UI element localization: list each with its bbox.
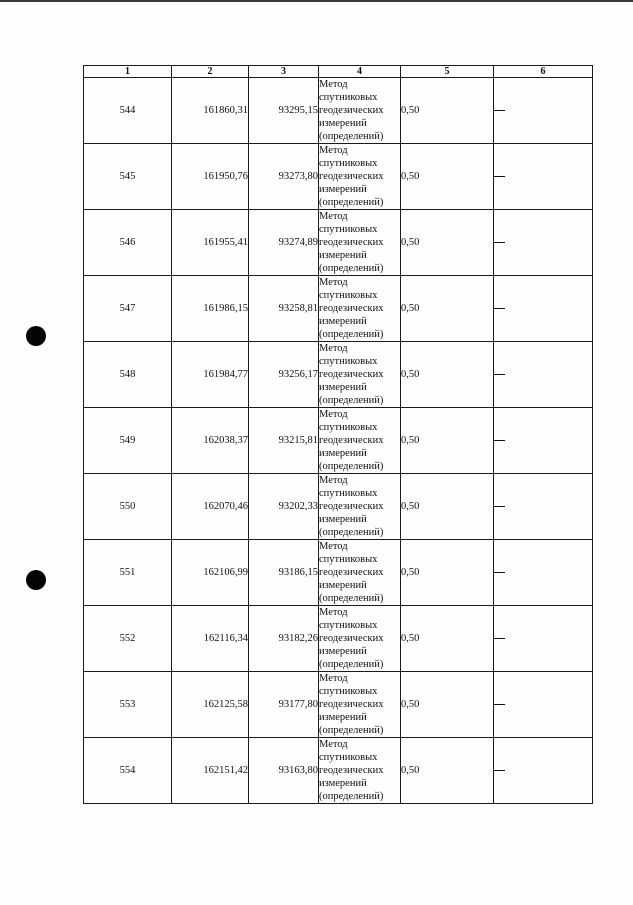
accuracy-cell: 0,50: [401, 738, 494, 804]
accuracy-cell: 0,50: [401, 276, 494, 342]
note-cell: [494, 144, 593, 210]
note-cell: [494, 408, 593, 474]
y-coordinate-cell: 93256,17: [249, 342, 319, 408]
method-line: измерений: [319, 382, 367, 393]
table-row: [84, 474, 593, 540]
method-line: геодезических: [319, 105, 384, 116]
method-line: (определений): [319, 329, 384, 340]
method-line: Метод: [319, 343, 348, 354]
method-line: геодезических: [319, 237, 384, 248]
y-coordinate-cell: 93182,26: [249, 606, 319, 672]
header-cell-4: 4: [319, 66, 401, 78]
method-line: геодезических: [319, 369, 384, 380]
method-line: геодезических: [319, 567, 384, 578]
method-line: геодезических: [319, 633, 384, 644]
method-line: (определений): [319, 659, 384, 670]
method-line: Метод: [319, 409, 348, 420]
x-coordinate-cell: 162038,37: [172, 408, 249, 474]
dash-mark: [494, 176, 505, 177]
y-coordinate-cell: 93295,15: [249, 78, 319, 144]
method-line: Метод: [319, 277, 348, 288]
method-cell: [319, 342, 401, 408]
table-row: [84, 540, 593, 606]
table-row: [84, 210, 593, 276]
method-line: измерений: [319, 118, 367, 129]
x-coordinate-cell: 161955,41: [172, 210, 249, 276]
x-coordinate-cell: 162070,46: [172, 474, 249, 540]
method-line: спутниковых: [319, 92, 378, 103]
method-line: геодезических: [319, 171, 384, 182]
method-line: измерений: [319, 778, 367, 789]
x-coordinate-cell: 161950,76: [172, 144, 249, 210]
method-line: геодезических: [319, 765, 384, 776]
header-row: [84, 66, 593, 78]
dash-mark: [494, 242, 505, 243]
method-line: измерений: [319, 448, 367, 459]
point-number-cell: 553: [84, 672, 172, 738]
method-line: (определений): [319, 527, 384, 538]
y-coordinate-cell: 93273,80: [249, 144, 319, 210]
method-line: (определений): [319, 593, 384, 604]
table-row: [84, 738, 593, 804]
point-number-cell: 545: [84, 144, 172, 210]
method-line: Метод: [319, 739, 348, 750]
table-row: [84, 672, 593, 738]
accuracy-cell: 0,50: [401, 342, 494, 408]
method-line: спутниковых: [319, 752, 378, 763]
method-line: Метод: [319, 79, 348, 90]
y-coordinate-cell: 93274,89: [249, 210, 319, 276]
accuracy-cell: 0,50: [401, 540, 494, 606]
method-line: Метод: [319, 673, 348, 684]
method-line: измерений: [319, 712, 367, 723]
accuracy-cell: 0,50: [401, 78, 494, 144]
method-line: (определений): [319, 197, 384, 208]
dash-mark: [494, 704, 505, 705]
y-coordinate-cell: 93258,81: [249, 276, 319, 342]
dash-mark: [494, 110, 505, 111]
point-number-cell: 544: [84, 78, 172, 144]
dash-mark: [494, 770, 505, 771]
point-number-cell: 554: [84, 738, 172, 804]
page-top-edge: [0, 0, 633, 2]
method-line: Метод: [319, 541, 348, 552]
method-line: измерений: [319, 580, 367, 591]
method-line: геодезических: [319, 501, 384, 512]
note-cell: [494, 210, 593, 276]
x-coordinate-cell: 161860,31: [172, 78, 249, 144]
method-cell: [319, 78, 401, 144]
method-cell: [319, 408, 401, 474]
point-number-cell: 547: [84, 276, 172, 342]
point-number-cell: 550: [84, 474, 172, 540]
y-coordinate-cell: 93177,80: [249, 672, 319, 738]
table-body: [84, 78, 593, 804]
method-line: измерений: [319, 250, 367, 261]
method-line: спутниковых: [319, 356, 378, 367]
method-cell: [319, 474, 401, 540]
method-line: (определений): [319, 725, 384, 736]
method-line: измерений: [319, 316, 367, 327]
punch-hole-upper: [26, 326, 46, 346]
method-cell: [319, 210, 401, 276]
note-cell: [494, 342, 593, 408]
method-cell: [319, 276, 401, 342]
method-line: (определений): [319, 263, 384, 274]
x-coordinate-cell: 161984,77: [172, 342, 249, 408]
method-line: геодезических: [319, 699, 384, 710]
note-cell: [494, 474, 593, 540]
method-line: (определений): [319, 131, 384, 142]
method-line: (определений): [319, 395, 384, 406]
method-line: спутниковых: [319, 224, 378, 235]
method-line: Метод: [319, 475, 348, 486]
header-cell-3: 3: [249, 66, 319, 78]
x-coordinate-cell: 162125,58: [172, 672, 249, 738]
note-cell: [494, 276, 593, 342]
dash-mark: [494, 572, 505, 573]
method-line: Метод: [319, 607, 348, 618]
header-cell-2: 2: [172, 66, 249, 78]
x-coordinate-cell: 162151,42: [172, 738, 249, 804]
table-row: [84, 342, 593, 408]
dash-mark: [494, 638, 505, 639]
method-line: спутниковых: [319, 620, 378, 631]
point-number-cell: 552: [84, 606, 172, 672]
y-coordinate-cell: 93215,81: [249, 408, 319, 474]
note-cell: [494, 540, 593, 606]
table-row: [84, 606, 593, 672]
method-cell: [319, 738, 401, 804]
header-cell-5: 5: [401, 66, 494, 78]
table-row: [84, 78, 593, 144]
method-line: геодезических: [319, 303, 384, 314]
point-number-cell: 546: [84, 210, 172, 276]
method-line: спутниковых: [319, 422, 378, 433]
method-line: геодезических: [319, 435, 384, 446]
note-cell: [494, 672, 593, 738]
method-line: спутниковых: [319, 488, 378, 499]
table-row: [84, 408, 593, 474]
punch-hole-lower: [26, 570, 46, 590]
method-line: спутниковых: [319, 158, 378, 169]
dash-mark: [494, 506, 505, 507]
method-line: спутниковых: [319, 290, 378, 301]
method-line: (определений): [319, 461, 384, 472]
y-coordinate-cell: 93163,80: [249, 738, 319, 804]
dash-mark: [494, 374, 505, 375]
method-line: измерений: [319, 184, 367, 195]
coordinates-table: [83, 65, 593, 804]
method-line: измерений: [319, 514, 367, 525]
header-cell-1: 1: [84, 66, 172, 78]
accuracy-cell: 0,50: [401, 474, 494, 540]
method-line: измерений: [319, 646, 367, 657]
dash-mark: [494, 440, 505, 441]
point-number-cell: 549: [84, 408, 172, 474]
x-coordinate-cell: 162106,99: [172, 540, 249, 606]
accuracy-cell: 0,50: [401, 606, 494, 672]
method-line: спутниковых: [319, 686, 378, 697]
point-number-cell: 551: [84, 540, 172, 606]
note-cell: [494, 606, 593, 672]
accuracy-cell: 0,50: [401, 672, 494, 738]
method-cell: [319, 540, 401, 606]
method-line: спутниковых: [319, 554, 378, 565]
dash-mark: [494, 308, 505, 309]
y-coordinate-cell: 93186,15: [249, 540, 319, 606]
method-cell: [319, 144, 401, 210]
point-number-cell: 548: [84, 342, 172, 408]
method-line: Метод: [319, 145, 348, 156]
note-cell: [494, 738, 593, 804]
method-line: (определений): [319, 791, 384, 802]
method-line: Метод: [319, 211, 348, 222]
method-cell: [319, 672, 401, 738]
x-coordinate-cell: 161986,15: [172, 276, 249, 342]
method-cell: [319, 606, 401, 672]
table-row: [84, 276, 593, 342]
accuracy-cell: 0,50: [401, 210, 494, 276]
header-cell-6: 6: [494, 66, 593, 78]
accuracy-cell: 0,50: [401, 144, 494, 210]
note-cell: [494, 78, 593, 144]
y-coordinate-cell: 93202,33: [249, 474, 319, 540]
accuracy-cell: 0,50: [401, 408, 494, 474]
x-coordinate-cell: 162116,34: [172, 606, 249, 672]
table-row: [84, 144, 593, 210]
